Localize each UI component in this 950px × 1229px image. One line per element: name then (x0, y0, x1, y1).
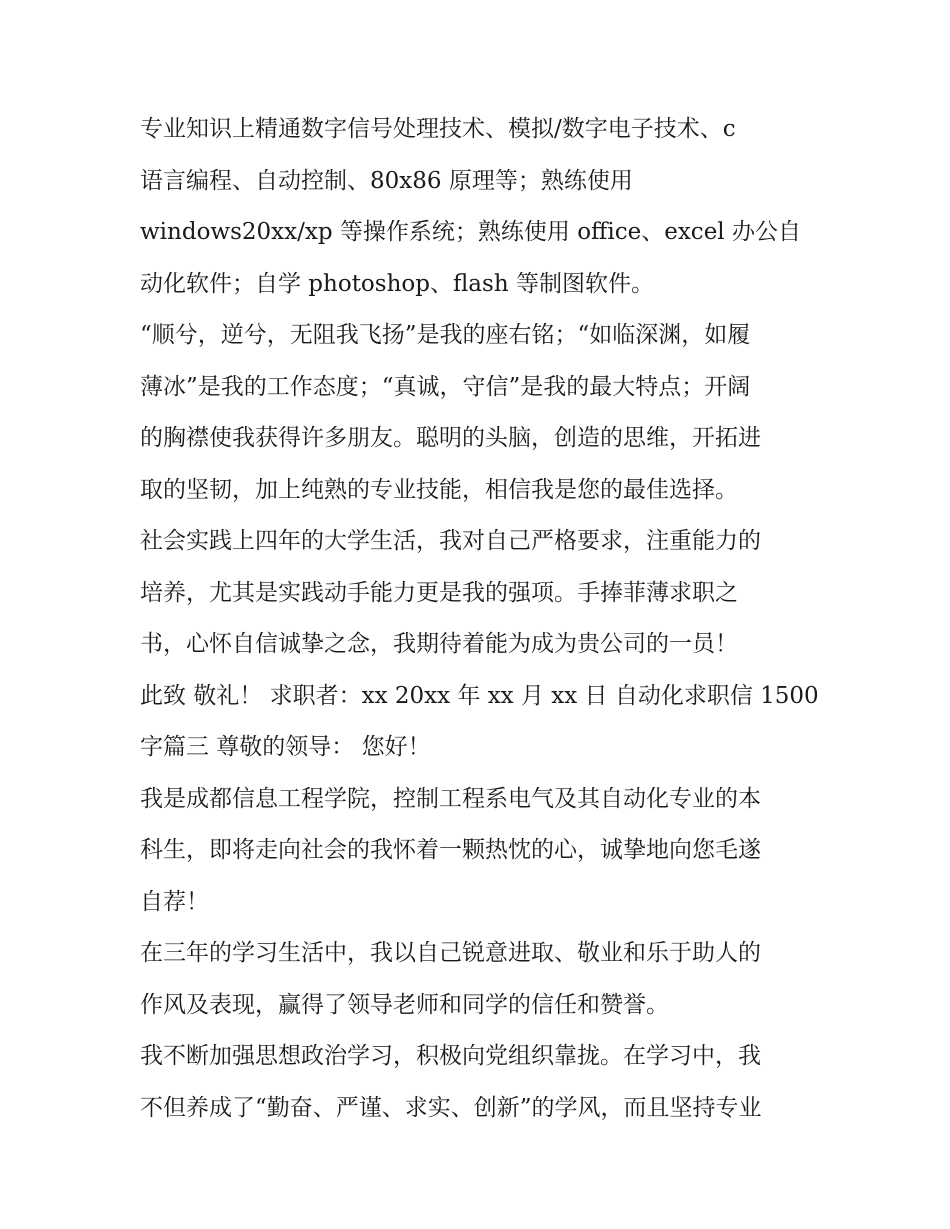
text-line: 科生，即将走向社会的我怀着一颗热忱的心，诚挚地向您毛遂 (140, 837, 761, 863)
paragraph-closing (140, 671, 819, 774)
text-line: 在三年的学习生活中，我以自己锐意进取、敬业和乐于助人的 (140, 940, 761, 966)
paragraph-motto (140, 310, 812, 516)
paragraph-study-life (140, 928, 812, 1031)
text-line: 薄冰”是我的工作态度；“真诚，守信”是我的最大特点；开阔 (140, 373, 751, 400)
text-line: 我是成都信息工程学院，控制工程系电气及其自动化专业的本 (140, 785, 761, 812)
text-line: “顺兮，逆兮，无阻我飞扬”是我的座右铭；“如临深渊，如履 (140, 322, 751, 348)
text-line: 动化软件；自学 photoshop、flash 等制图软件。 (140, 270, 654, 297)
text-line: 作风及表现，赢得了领导老师和同学的信任和赞誉。 (140, 991, 669, 1018)
text-line: windows20xx/xp 等操作系统；熟练使用 office、excel 办公自 (140, 219, 801, 245)
text-line: 此致 敬礼！ 求职者：xx 20xx 年 xx 月 xx 日 自动化求职信 1500 (140, 682, 819, 709)
text-line: 书，心怀自信诚挚之念，我期待着能为成为贵公司的一员！ (140, 631, 738, 657)
paragraph-political-study (140, 1031, 812, 1134)
text-line: 语言编程、自动控制、80x86 原理等；熟练使用 (140, 167, 633, 194)
paragraph-skills (140, 104, 812, 310)
text-line: 不但养成了“勤奋、严谨、求实、创新”的学风，而且坚持专业 (140, 1094, 762, 1121)
paragraph-introduction (140, 774, 812, 929)
text-line: 的胸襟使我获得许多朋友。聪明的头脑，创造的思维，开拓进 (140, 425, 761, 451)
text-line: 自荐！ (140, 888, 209, 915)
text-line: 培养，尤其是实践动手能力更是我的强项。手捧菲薄求职之 (140, 579, 738, 606)
text-line: 取的坚韧，加上纯熟的专业技能，相信我是您的最佳选择。 (140, 476, 738, 503)
text-line: 我不断加强思想政治学习，积极向党组织靠拢。在学习中，我 (140, 1043, 761, 1069)
text-line: 专业知识上精通数字信号处理技术、模拟/数字电子技术、c (140, 116, 736, 142)
document-body (140, 104, 819, 1134)
paragraph-practice (140, 516, 812, 671)
text-line: 社会实践上四年的大学生活，我对自己严格要求，注重能力的 (140, 528, 761, 554)
text-line: 字篇三 尊敬的领导： 您好！ (140, 734, 431, 760)
